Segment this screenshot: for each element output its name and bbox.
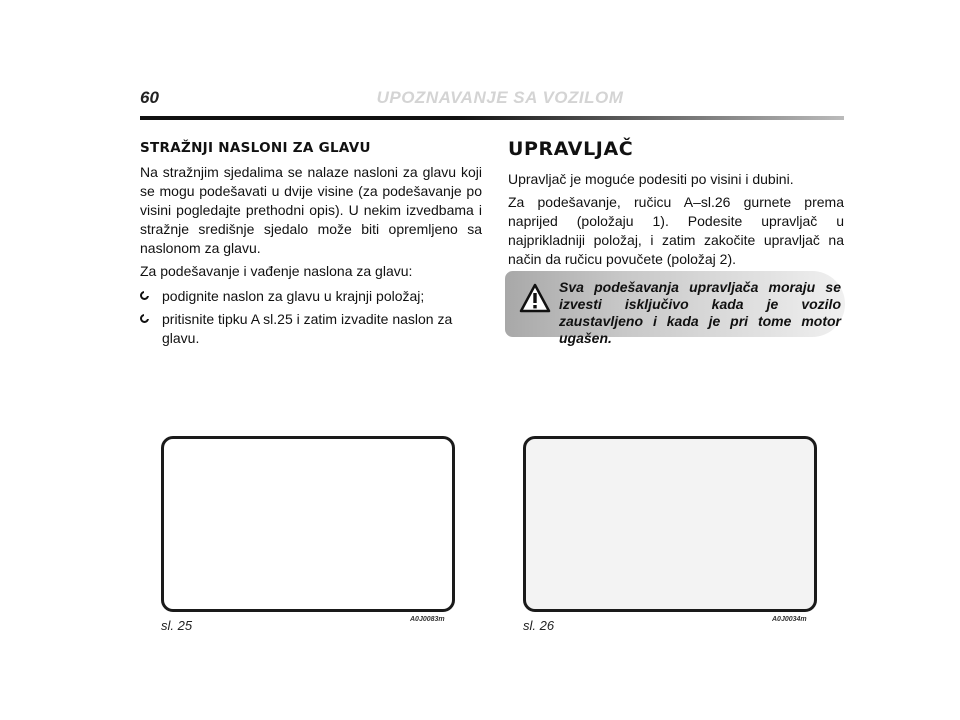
- warning-text: Sva podešavanja upravljača moraju se izvesti isključivo kada je vozilo zaustavljeno i kada je pri tome motor ugašen.: [559, 279, 841, 346]
- paragraph: Za podešavanje, ručicu A–sl.26 gurnete prema naprijed (položaju 1). Podesite upravljač u najprikladniji položaj, i zatim zakočite upravljač na način da ručicu povučete (položaj 2).: [508, 194, 844, 267]
- warning-triangle-icon: [519, 283, 551, 313]
- section-heading-rear-headrests: STRAŽNJI NASLONI ZA GLAVU: [140, 140, 371, 156]
- list-item-text: pritisnite tipku A sl.25 i zatim izvadite naslon za glavu.: [162, 311, 453, 346]
- paragraph: Na stražnjim sjedalima se nalaze nasloni za glavu koji se mogu podešavati u dvije visine (za podešavanje po visini pogledajte prethodni opis). U nekim izvedbama i stražnje središnje sjedalo može biti opremljeno sa naslonom za glavu.: [140, 164, 482, 256]
- bullet-list: [140, 287, 482, 348]
- section-heading-steering-wheel: UPRAVLJAČ: [508, 138, 634, 160]
- running-head: UPOZNAVANJE SA VOZILOM: [376, 88, 624, 107]
- figure-code: A0J0034m: [772, 616, 807, 623]
- figure-caption: sl. 26: [523, 618, 555, 633]
- paragraph: Upravljač je moguće podesiti po visini i dubini.: [508, 171, 794, 187]
- header-rule: [140, 116, 844, 120]
- bullet-circle-icon: [140, 314, 149, 323]
- list-item: [140, 310, 482, 348]
- paragraph: Za podešavanje i vađenje naslona za glavu:: [140, 263, 413, 279]
- figure-code: A0J0083m: [410, 616, 445, 623]
- page-number: 60: [140, 88, 159, 107]
- list-item: [140, 287, 482, 306]
- left-column: [140, 140, 482, 352]
- bullet-circle-icon: [140, 291, 149, 300]
- figure-sl-26: [523, 436, 817, 612]
- figure-caption: sl. 25: [161, 618, 193, 633]
- list-item-text: podignite naslon za glavu u krajnji položaj;: [162, 288, 425, 304]
- figure-sl-25: [161, 436, 455, 612]
- warning-box: [505, 271, 845, 346]
- right-column: [508, 138, 844, 273]
